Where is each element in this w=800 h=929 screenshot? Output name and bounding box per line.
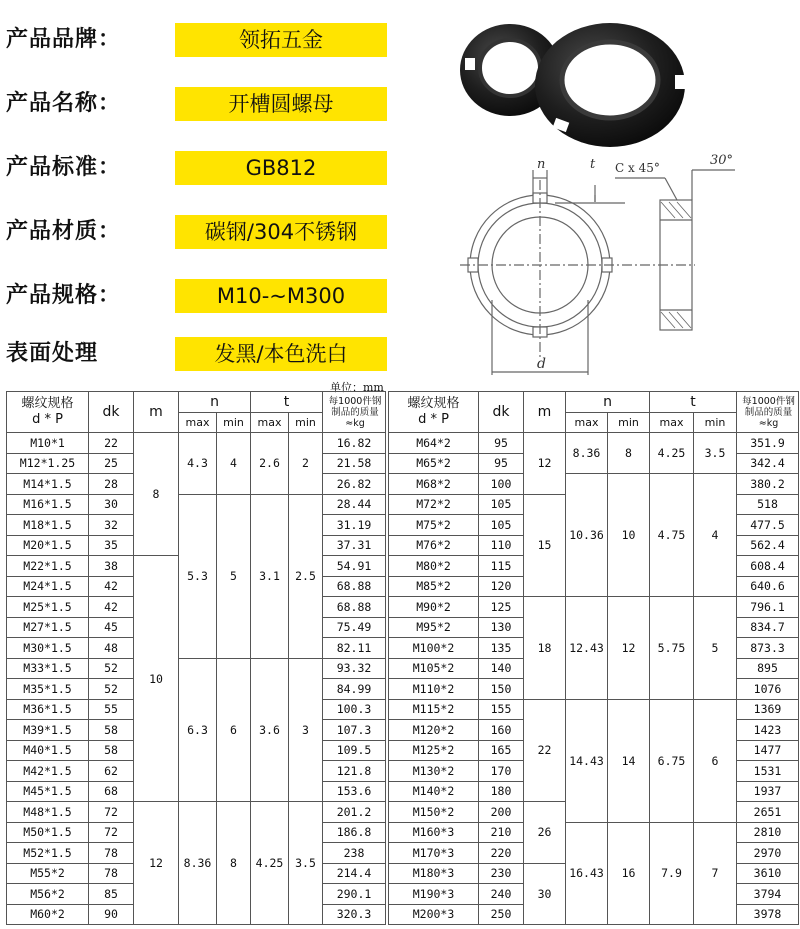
cell-spec: M39*1.5 bbox=[7, 720, 89, 741]
cell-spec: M150*2 bbox=[389, 802, 479, 823]
dim-t-label: t bbox=[590, 157, 596, 172]
cell-dk: 68 bbox=[89, 781, 134, 802]
cell-m: 18 bbox=[524, 597, 566, 700]
cell-dk: 25 bbox=[89, 453, 134, 474]
cell-dk: 155 bbox=[479, 699, 524, 720]
spec-table-right-body bbox=[389, 433, 799, 925]
cell-spec: M140*2 bbox=[389, 781, 479, 802]
cell-spec: M110*2 bbox=[389, 679, 479, 700]
cell-spec: M72*2 bbox=[389, 494, 479, 515]
cell-spec: M125*2 bbox=[389, 740, 479, 761]
cell-dk: 165 bbox=[479, 740, 524, 761]
cell-dk: 52 bbox=[89, 658, 134, 679]
cell-mass: 895 bbox=[737, 658, 799, 679]
cell-n-max: 16.43 bbox=[566, 822, 608, 925]
cell-mass: 1477 bbox=[737, 740, 799, 761]
cell-spec: M42*1.5 bbox=[7, 761, 89, 782]
col-m-header: m bbox=[524, 392, 566, 433]
cell-n-max: 12.43 bbox=[566, 597, 608, 700]
col-n-header: n bbox=[566, 392, 650, 413]
info-value: 领拓五金 bbox=[175, 23, 387, 57]
cell-dk: 125 bbox=[479, 597, 524, 618]
cell-dk: 140 bbox=[479, 658, 524, 679]
cell-dk: 230 bbox=[479, 863, 524, 884]
cell-n-max: 4.3 bbox=[179, 433, 217, 495]
cell-mass: 16.82 bbox=[323, 433, 386, 454]
cell-m: 22 bbox=[524, 699, 566, 802]
cell-mass: 873.3 bbox=[737, 638, 799, 659]
cell-mass: 186.8 bbox=[323, 822, 386, 843]
cell-dk: 220 bbox=[479, 843, 524, 864]
cell-spec: M160*3 bbox=[389, 822, 479, 843]
info-row-surface bbox=[0, 333, 400, 375]
cell-n-max: 8.36 bbox=[566, 433, 608, 474]
technical-drawing bbox=[455, 150, 800, 380]
cell-spec: M76*2 bbox=[389, 535, 479, 556]
cell-dk: 95 bbox=[479, 433, 524, 454]
cell-dk: 28 bbox=[89, 474, 134, 495]
cell-t-min: 3 bbox=[289, 658, 323, 802]
info-key: 产品材质： bbox=[6, 219, 122, 244]
cell-mass: 562.4 bbox=[737, 535, 799, 556]
col-spec-header: 螺纹规格 d * P bbox=[389, 392, 479, 433]
cell-spec: M30*1.5 bbox=[7, 638, 89, 659]
cell-n-max: 8.36 bbox=[179, 802, 217, 925]
info-value: 开槽圆螺母 bbox=[175, 87, 387, 121]
cell-t-min: 5 bbox=[694, 597, 737, 700]
info-value: M10-~M300 bbox=[175, 279, 387, 313]
cell-n-min: 16 bbox=[608, 822, 650, 925]
cell-mass: 1369 bbox=[737, 699, 799, 720]
cell-spec: M35*1.5 bbox=[7, 679, 89, 700]
dim-chamfer-label: C x 45° bbox=[615, 161, 660, 175]
cell-dk: 55 bbox=[89, 699, 134, 720]
cell-dk: 130 bbox=[479, 617, 524, 638]
cell-mass: 342.4 bbox=[737, 453, 799, 474]
cell-dk: 150 bbox=[479, 679, 524, 700]
cell-spec: M100*2 bbox=[389, 638, 479, 659]
spec-table-left bbox=[6, 391, 386, 925]
col-t-max-header: max bbox=[650, 412, 694, 433]
cell-m: 15 bbox=[524, 494, 566, 597]
col-t-min-header: min bbox=[694, 412, 737, 433]
cell-t-min: 3.5 bbox=[694, 433, 737, 474]
cell-mass: 3610 bbox=[737, 863, 799, 884]
cell-n-min: 10 bbox=[608, 474, 650, 597]
product-photo bbox=[450, 0, 700, 150]
cell-spec: M12*1.25 bbox=[7, 453, 89, 474]
cell-dk: 95 bbox=[479, 453, 524, 474]
cell-spec: M24*1.5 bbox=[7, 576, 89, 597]
cell-dk: 105 bbox=[479, 515, 524, 536]
cell-mass: 290.1 bbox=[323, 884, 386, 905]
cell-dk: 58 bbox=[89, 740, 134, 761]
cell-dk: 115 bbox=[479, 556, 524, 577]
col-n-max-header: max bbox=[179, 412, 217, 433]
cell-mass: 238 bbox=[323, 843, 386, 864]
cell-n-min: 14 bbox=[608, 699, 650, 822]
cell-mass: 320.3 bbox=[323, 904, 386, 925]
cell-n-min: 5 bbox=[217, 494, 251, 658]
cell-spec: M105*2 bbox=[389, 658, 479, 679]
cell-mass: 3978 bbox=[737, 904, 799, 925]
cell-dk: 250 bbox=[479, 904, 524, 925]
cell-mass: 107.3 bbox=[323, 720, 386, 741]
cell-t-max: 2.6 bbox=[251, 433, 289, 495]
col-n-min-header: min bbox=[608, 412, 650, 433]
info-row-brand bbox=[0, 19, 400, 61]
col-t-header: t bbox=[251, 392, 323, 413]
cell-dk: 38 bbox=[89, 556, 134, 577]
cell-m: 10 bbox=[134, 556, 179, 802]
cell-mass: 608.4 bbox=[737, 556, 799, 577]
info-key: 产品规格： bbox=[6, 283, 122, 308]
cell-spec: M40*1.5 bbox=[7, 740, 89, 761]
cell-n-max: 14.43 bbox=[566, 699, 608, 822]
cell-t-max: 3.6 bbox=[251, 658, 289, 802]
table-row bbox=[7, 658, 386, 679]
cell-t-min: 2.5 bbox=[289, 494, 323, 658]
info-row-material bbox=[0, 211, 400, 253]
cell-mass: 93.32 bbox=[323, 658, 386, 679]
cell-spec: M16*1.5 bbox=[7, 494, 89, 515]
cell-spec: M22*1.5 bbox=[7, 556, 89, 577]
cell-dk: 30 bbox=[89, 494, 134, 515]
cell-n-min: 8 bbox=[217, 802, 251, 925]
table-row bbox=[389, 822, 799, 843]
cell-m: 30 bbox=[524, 863, 566, 925]
cell-mass: 3794 bbox=[737, 884, 799, 905]
col-dk-header: dk bbox=[479, 392, 524, 433]
cell-t-max: 5.75 bbox=[650, 597, 694, 700]
cell-spec: M56*2 bbox=[7, 884, 89, 905]
cell-mass: 84.99 bbox=[323, 679, 386, 700]
cell-mass: 109.5 bbox=[323, 740, 386, 761]
cell-dk: 90 bbox=[89, 904, 134, 925]
cell-mass: 201.2 bbox=[323, 802, 386, 823]
cell-spec: M33*1.5 bbox=[7, 658, 89, 679]
info-key: 表面处理 bbox=[6, 341, 99, 366]
unit-label: 单位：mm bbox=[330, 381, 384, 394]
cell-spec: M14*1.5 bbox=[7, 474, 89, 495]
cell-dk: 105 bbox=[479, 494, 524, 515]
cell-t-min: 4 bbox=[694, 474, 737, 597]
cell-dk: 160 bbox=[479, 720, 524, 741]
cell-m: 12 bbox=[524, 433, 566, 495]
cell-mass: 28.44 bbox=[323, 494, 386, 515]
cell-spec: M25*1.5 bbox=[7, 597, 89, 618]
cell-dk: 52 bbox=[89, 679, 134, 700]
cell-spec: M80*2 bbox=[389, 556, 479, 577]
cell-mass: 380.2 bbox=[737, 474, 799, 495]
cell-spec: M65*2 bbox=[389, 453, 479, 474]
cell-t-min: 2 bbox=[289, 433, 323, 495]
dim-d-label: d bbox=[537, 356, 546, 372]
cell-t-max: 3.1 bbox=[251, 494, 289, 658]
cell-dk: 78 bbox=[89, 863, 134, 884]
cell-m: 12 bbox=[134, 802, 179, 925]
col-t-max-header: max bbox=[251, 412, 289, 433]
cell-mass: 640.6 bbox=[737, 576, 799, 597]
cell-dk: 85 bbox=[89, 884, 134, 905]
cell-t-min: 6 bbox=[694, 699, 737, 822]
cell-mass: 2810 bbox=[737, 822, 799, 843]
cell-spec: M170*3 bbox=[389, 843, 479, 864]
cell-spec: M68*2 bbox=[389, 474, 479, 495]
cell-m: 8 bbox=[134, 433, 179, 556]
col-n-max-header: max bbox=[566, 412, 608, 433]
cell-n-min: 8 bbox=[608, 433, 650, 474]
col-n-header: n bbox=[179, 392, 251, 413]
cell-dk: 120 bbox=[479, 576, 524, 597]
cell-spec: M52*1.5 bbox=[7, 843, 89, 864]
spec-table-left-body bbox=[7, 433, 386, 925]
table-row bbox=[389, 474, 799, 495]
table-row bbox=[7, 433, 386, 454]
col-t-min-header: min bbox=[289, 412, 323, 433]
cell-mass: 75.49 bbox=[323, 617, 386, 638]
cell-spec: M190*3 bbox=[389, 884, 479, 905]
cell-spec: M18*1.5 bbox=[7, 515, 89, 536]
cell-dk: 72 bbox=[89, 802, 134, 823]
table-row bbox=[389, 597, 799, 618]
cell-dk: 35 bbox=[89, 535, 134, 556]
cell-mass: 351.9 bbox=[737, 433, 799, 454]
table-row bbox=[7, 802, 386, 823]
cell-mass: 121.8 bbox=[323, 761, 386, 782]
cell-spec: M50*1.5 bbox=[7, 822, 89, 843]
cell-n-max: 10.36 bbox=[566, 474, 608, 597]
cell-n-min: 4 bbox=[217, 433, 251, 495]
cell-spec: M48*1.5 bbox=[7, 802, 89, 823]
cell-spec: M60*2 bbox=[7, 904, 89, 925]
cell-mass: 54.91 bbox=[323, 556, 386, 577]
info-key: 产品名称： bbox=[6, 91, 122, 116]
cell-mass: 796.1 bbox=[737, 597, 799, 618]
cell-n-min: 12 bbox=[608, 597, 650, 700]
cell-spec: M75*2 bbox=[389, 515, 479, 536]
cell-spec: M200*3 bbox=[389, 904, 479, 925]
cell-spec: M90*2 bbox=[389, 597, 479, 618]
cell-mass: 68.88 bbox=[323, 597, 386, 618]
cell-spec: M64*2 bbox=[389, 433, 479, 454]
table-row bbox=[7, 494, 386, 515]
cell-mass: 82.11 bbox=[323, 638, 386, 659]
cell-dk: 42 bbox=[89, 576, 134, 597]
info-value: GB812 bbox=[175, 151, 387, 185]
cell-m: 26 bbox=[524, 802, 566, 864]
cell-dk: 180 bbox=[479, 781, 524, 802]
cell-dk: 200 bbox=[479, 802, 524, 823]
cell-spec: M115*2 bbox=[389, 699, 479, 720]
cell-dk: 42 bbox=[89, 597, 134, 618]
cell-t-max: 7.9 bbox=[650, 822, 694, 925]
cell-dk: 22 bbox=[89, 433, 134, 454]
table-row bbox=[389, 699, 799, 720]
cell-mass: 834.7 bbox=[737, 617, 799, 638]
col-spec-header: 螺纹规格 d * P bbox=[7, 392, 89, 433]
cell-spec: M36*1.5 bbox=[7, 699, 89, 720]
cell-t-min: 7 bbox=[694, 822, 737, 925]
cell-t-max: 4.25 bbox=[650, 433, 694, 474]
cell-mass: 153.6 bbox=[323, 781, 386, 802]
cell-n-min: 6 bbox=[217, 658, 251, 802]
col-mass-header: 每1000件钢制品的质量 ≈kg bbox=[737, 392, 799, 433]
info-key: 产品品牌： bbox=[6, 27, 122, 52]
cell-dk: 32 bbox=[89, 515, 134, 536]
cell-n-max: 6.3 bbox=[179, 658, 217, 802]
cell-mass: 26.82 bbox=[323, 474, 386, 495]
cell-dk: 100 bbox=[479, 474, 524, 495]
col-m-header: m bbox=[134, 392, 179, 433]
cell-mass: 31.19 bbox=[323, 515, 386, 536]
cell-spec: M180*3 bbox=[389, 863, 479, 884]
cell-spec: M85*2 bbox=[389, 576, 479, 597]
cell-spec: M10*1 bbox=[7, 433, 89, 454]
cell-dk: 72 bbox=[89, 822, 134, 843]
cell-spec: M95*2 bbox=[389, 617, 479, 638]
cell-mass: 2970 bbox=[737, 843, 799, 864]
cell-spec: M20*1.5 bbox=[7, 535, 89, 556]
cell-spec: M27*1.5 bbox=[7, 617, 89, 638]
spec-table-right bbox=[388, 391, 799, 925]
cell-dk: 48 bbox=[89, 638, 134, 659]
cell-n-max: 5.3 bbox=[179, 494, 217, 658]
info-value: 碳钢/304不锈钢 bbox=[175, 215, 387, 249]
cell-mass: 100.3 bbox=[323, 699, 386, 720]
cell-t-max: 4.25 bbox=[251, 802, 289, 925]
table-row bbox=[389, 433, 799, 454]
cell-t-max: 6.75 bbox=[650, 699, 694, 822]
cell-mass: 1531 bbox=[737, 761, 799, 782]
cell-mass: 1423 bbox=[737, 720, 799, 741]
info-value: 发黑/本色洗白 bbox=[175, 337, 387, 371]
info-row-standard bbox=[0, 147, 400, 189]
cell-mass: 214.4 bbox=[323, 863, 386, 884]
col-t-header: t bbox=[650, 392, 737, 413]
cell-dk: 210 bbox=[479, 822, 524, 843]
cell-spec: M55*2 bbox=[7, 863, 89, 884]
cell-mass: 1937 bbox=[737, 781, 799, 802]
dim-angle-label: 30° bbox=[710, 153, 734, 168]
cell-spec: M45*1.5 bbox=[7, 781, 89, 802]
cell-dk: 240 bbox=[479, 884, 524, 905]
cell-mass: 37.31 bbox=[323, 535, 386, 556]
cell-mass: 1076 bbox=[737, 679, 799, 700]
cell-dk: 45 bbox=[89, 617, 134, 638]
info-key: 产品标准： bbox=[6, 155, 122, 180]
dim-n-label: n bbox=[537, 157, 546, 172]
cell-dk: 110 bbox=[479, 535, 524, 556]
info-row-size bbox=[0, 275, 400, 317]
cell-dk: 135 bbox=[479, 638, 524, 659]
col-dk-header: dk bbox=[89, 392, 134, 433]
cell-mass: 21.58 bbox=[323, 453, 386, 474]
cell-spec: M130*2 bbox=[389, 761, 479, 782]
cell-mass: 518 bbox=[737, 494, 799, 515]
cell-t-max: 4.75 bbox=[650, 474, 694, 597]
cell-mass: 2651 bbox=[737, 802, 799, 823]
col-mass-header: 每1000件钢制品的质量 ≈kg bbox=[323, 392, 386, 433]
cell-dk: 58 bbox=[89, 720, 134, 741]
cell-dk: 78 bbox=[89, 843, 134, 864]
cell-t-min: 3.5 bbox=[289, 802, 323, 925]
cell-mass: 477.5 bbox=[737, 515, 799, 536]
cell-dk: 170 bbox=[479, 761, 524, 782]
cell-spec: M120*2 bbox=[389, 720, 479, 741]
cell-mass: 68.88 bbox=[323, 576, 386, 597]
cell-dk: 62 bbox=[89, 761, 134, 782]
col-n-min-header: min bbox=[217, 412, 251, 433]
info-row-name bbox=[0, 83, 400, 125]
